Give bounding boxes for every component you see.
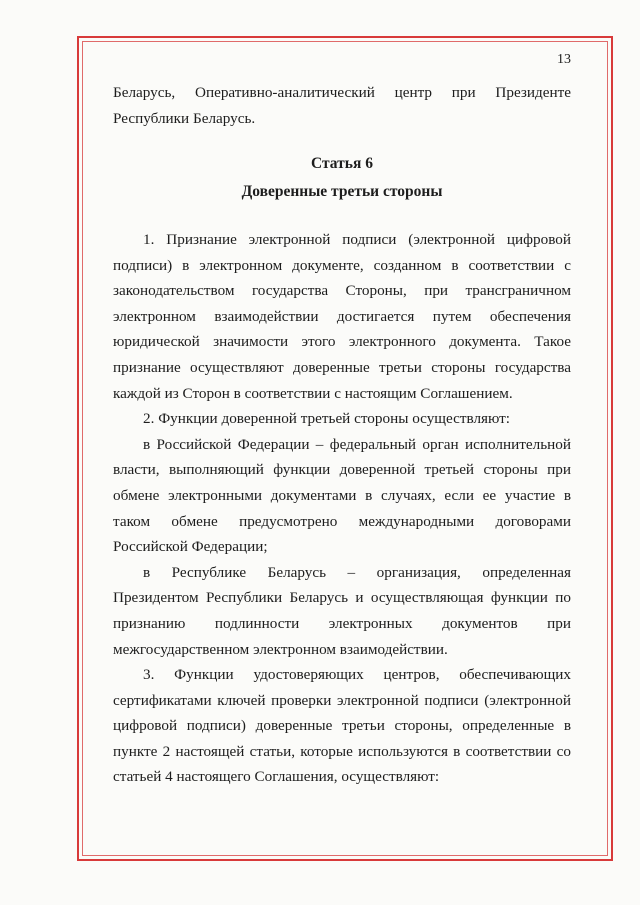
paragraph: 3. Функции удостоверяющих центров, обеспечивающих сертификатами ключей проверки электронной подписи (электронной цифровой подписи) доверенные третьи стороны, определенные в пункте 2 настоящей статьи, которые используются в соответствии со статьей 4 настоящего Соглашения, осуществляют: (113, 666, 571, 786)
paragraph: в Российской Федерации – федеральный орган исполнительной власти, выполняющий функции доверенной третьей стороны при обмене электронными документами в случаях, если ее участие в таком обмене предусмотрено международными договорами Российской Федерации; (113, 435, 571, 556)
article-title: Доверенные третьи стороны (241, 183, 443, 200)
page-number: 13 (557, 52, 571, 67)
paragraph: в Республике Беларусь – организация, определенная Президентом Республики Беларусь и осуществляющая функции по признанию подлинности электронных документов при межгосударственном электронном взаимодействии. (113, 563, 571, 658)
paragraph: 2. Функции доверенной третьей стороны осуществляют: (143, 410, 511, 428)
continuation-text: Беларусь, Оперативно-аналитический центр при Президенте Республики Беларусь. (113, 84, 571, 127)
paragraph: 1. Признание электронной подписи (электронной цифровой подписи) в электронном документе, созданном в соответствии с законодательством государства Стороны, при трансграничном электронном взаимодействии достигается путем обеспечения юридической значимости этого электронного документа. Такое признание осуществляют доверенные третьи стороны государства каждой из Сторон в соответствии с настоящим Соглашением. (113, 231, 571, 402)
article-number: Статья 6 (311, 155, 373, 172)
article-body (113, 227, 571, 790)
